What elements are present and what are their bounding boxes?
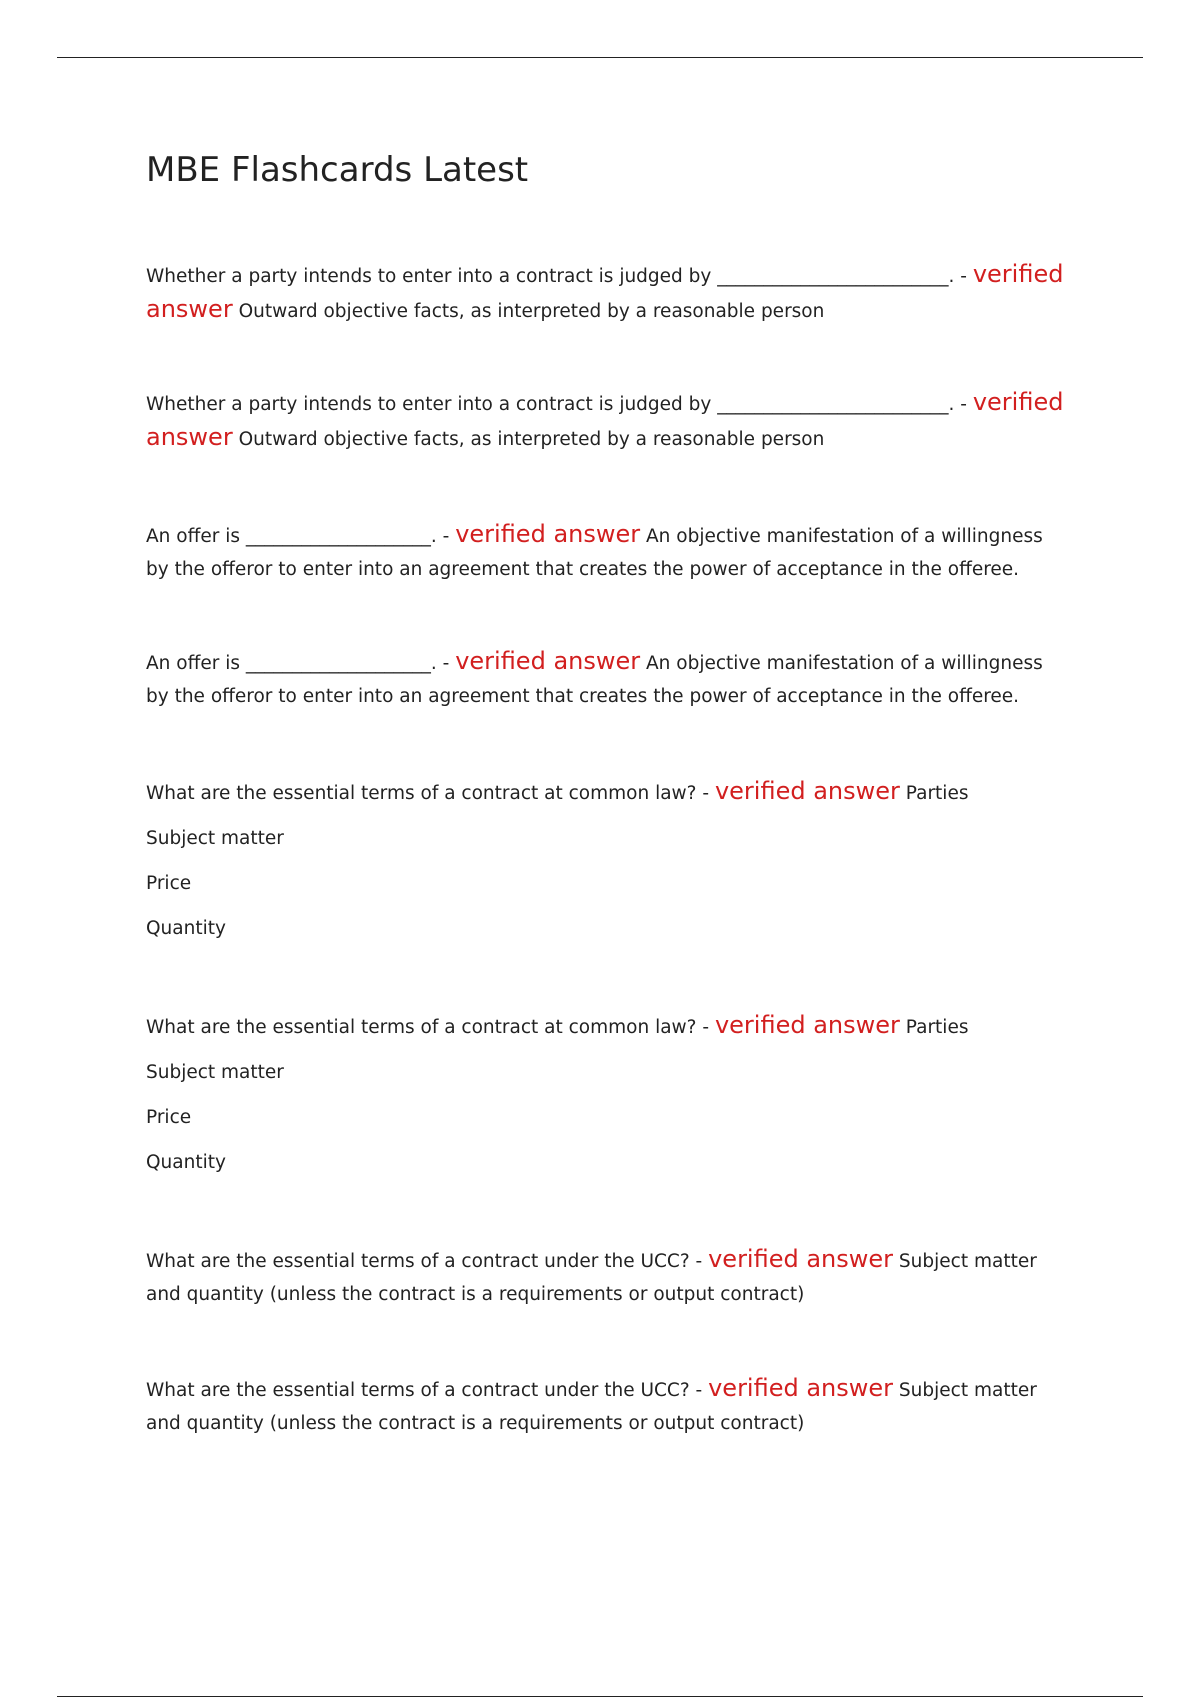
answer-list-item: Quantity [146, 918, 226, 939]
answer-text: Parties [905, 1017, 969, 1038]
verified-answer-tag: verified answer [714, 1011, 900, 1039]
footer-rule [57, 1696, 1143, 1697]
answer-text: Subject matter and quantity (unless the contract is a requirements or output contract) [146, 1380, 1037, 1434]
flashcard-body [146, 386, 1066, 456]
answer-list-item: Quantity [146, 1152, 226, 1173]
question-text: What are the essential terms of a contract at common law? - [146, 1017, 710, 1038]
answer-text: Outward objective facts, as interpreted by a reasonable person [238, 301, 825, 322]
flashcard [146, 1243, 1066, 1311]
flashcard-body [146, 518, 1066, 586]
flashcard-body [146, 1243, 1066, 1311]
verified-answer-tag: verified answer [146, 260, 1064, 323]
header-rule [57, 57, 1143, 58]
flashcard [146, 1372, 1066, 1440]
flashcard-body [146, 645, 1066, 713]
verified-answer-tag: verified answer [714, 777, 900, 805]
flashcard [146, 775, 1066, 945]
flashcard [146, 645, 1066, 713]
verified-answer-tag: verified answer [455, 520, 641, 548]
verified-answer-tag: verified answer [455, 647, 641, 675]
question-text: What are the essential terms of a contract at common law? - [146, 783, 710, 804]
flashcard [146, 386, 1066, 456]
verified-answer-tag: verified answer [708, 1245, 894, 1273]
flashcard [146, 258, 1066, 328]
answer-list-item: Price [146, 873, 192, 894]
question-text: An offer is ____________________. - [146, 653, 450, 674]
question-text: Whether a party intends to enter into a contract is judged by _________________________. - [146, 266, 967, 287]
flashcard-body [146, 1372, 1066, 1440]
question-text: What are the essential terms of a contract under the UCC? - [146, 1251, 703, 1272]
flashcard [146, 1009, 1066, 1179]
question-text: Whether a party intends to enter into a contract is judged by _________________________. - [146, 394, 967, 415]
answer-list-item: Subject matter [146, 828, 284, 849]
question-text: What are the essential terms of a contract under the UCC? - [146, 1380, 703, 1401]
flashcard-body [146, 775, 1066, 810]
verified-answer-tag: verified answer [708, 1374, 894, 1402]
document-title: MBE Flashcards Latest [146, 150, 529, 190]
answer-text: Subject matter and quantity (unless the contract is a requirements or output contract) [146, 1251, 1037, 1305]
answer-list-item: Price [146, 1107, 192, 1128]
question-text: An offer is ____________________. - [146, 526, 450, 547]
flashcard-body [146, 1009, 1066, 1044]
answer-text: Parties [905, 783, 969, 804]
answer-text: An objective manifestation of a willingness by the offeror to enter into an agreement that creates the power of acceptance in the offeree. [146, 526, 1043, 580]
answer-list-item: Subject matter [146, 1062, 284, 1083]
flashcard [146, 518, 1066, 586]
answer-text: Outward objective facts, as interpreted by a reasonable person [238, 429, 825, 450]
answer-text: An objective manifestation of a willingness by the offeror to enter into an agreement that creates the power of acceptance in the offeree. [146, 653, 1043, 707]
verified-answer-tag: verified answer [146, 388, 1064, 451]
flashcard-body [146, 258, 1066, 328]
